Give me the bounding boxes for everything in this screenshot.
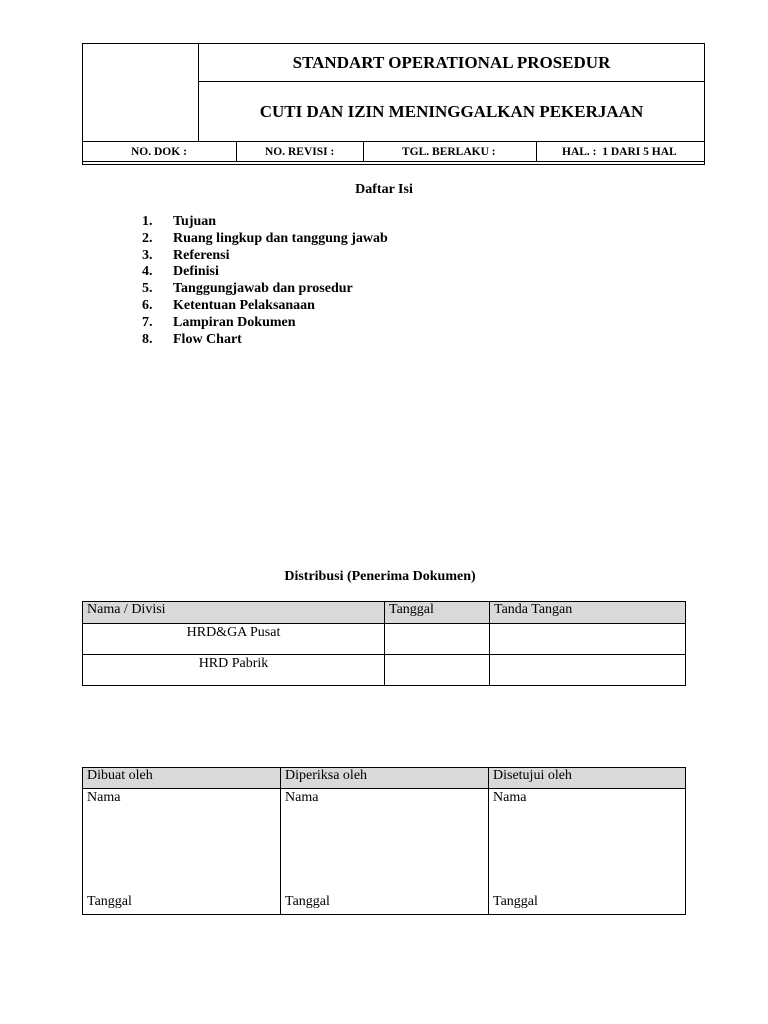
header-title: STANDART OPERATIONAL PROSEDUR (199, 44, 704, 82)
recipient-name: HRD&GA Pusat (83, 624, 385, 655)
toc-item-label: Tanggungjawab dan prosedur (173, 281, 353, 297)
toc-item (142, 214, 388, 231)
toc-item-label: Tujuan (173, 214, 217, 229)
table-row (83, 624, 686, 655)
toc-item (142, 332, 388, 349)
toc-item-number: 1. (142, 214, 153, 229)
table-header: Dibuat oleh (83, 768, 281, 789)
toc-item-label: Lampiran Dokumen (173, 314, 296, 330)
table-header: Disetujui oleh (489, 768, 686, 789)
toc-title: Daftar Isi (355, 182, 413, 197)
toc-item-label: Ruang lingkup dan tanggung jawab (173, 230, 388, 246)
approval-table (82, 767, 686, 915)
toc-item-number: 7. (142, 314, 153, 330)
approval-cell-dibuat (83, 789, 281, 915)
distribution-title: Distribusi (Penerima Dokumen) (284, 569, 476, 584)
document-header (82, 43, 705, 165)
header-meta-row (83, 141, 704, 162)
toc-item (142, 315, 388, 332)
toc-list (142, 214, 388, 348)
toc-item-number: 3. (142, 247, 153, 263)
toc-item-label: Flow Chart (173, 331, 242, 347)
toc-item (142, 281, 388, 298)
toc-item-label: Definisi (173, 264, 219, 280)
meta-no-dok: NO. DOK : (83, 142, 237, 161)
toc-item-number: 4. (142, 264, 153, 280)
table-row (83, 789, 686, 915)
toc-item (142, 264, 388, 281)
header-divider (83, 164, 704, 165)
toc-item-label: Ketentuan Pelaksanaan (173, 297, 315, 313)
table-header: Nama / Divisi (83, 602, 385, 624)
distribution-table (82, 601, 686, 686)
name-label: Nama (285, 790, 319, 805)
meta-no-revisi: NO. REVISI : (237, 142, 364, 161)
recipient-signature (490, 624, 686, 655)
meta-tgl-berlaku: TGL. BERLAKU : (364, 142, 537, 161)
date-label: Tanggal (493, 894, 538, 909)
approval-cell-disetujui (489, 789, 686, 915)
table-row (83, 655, 686, 686)
toc-item (142, 298, 388, 315)
table-header: Tanda Tangan (490, 602, 686, 624)
approval-cell-diperiksa (281, 789, 489, 915)
toc-item-number: 8. (142, 331, 153, 347)
recipient-date (385, 655, 490, 686)
recipient-date (385, 624, 490, 655)
meta-hal: HAL. : 1 DARI 5 HAL (562, 145, 677, 158)
date-label: Tanggal (87, 894, 132, 909)
table-header: Diperiksa oleh (281, 768, 489, 789)
name-label: Nama (493, 790, 527, 805)
table-header: Tanggal (385, 602, 490, 624)
recipient-name: HRD Pabrik (83, 655, 385, 686)
toc-item-number: 6. (142, 297, 153, 313)
name-label: Nama (87, 790, 121, 805)
toc-item-label: Referensi (173, 247, 230, 263)
logo-box (83, 44, 199, 141)
date-label: Tanggal (285, 894, 330, 909)
header-subtitle: CUTI DAN IZIN MENINGGALKAN PEKERJAAN (259, 101, 644, 121)
recipient-signature (490, 655, 686, 686)
toc-item-number: 2. (142, 230, 153, 246)
toc-item-number: 5. (142, 281, 153, 297)
toc-item (142, 231, 388, 248)
toc-item (142, 248, 388, 265)
